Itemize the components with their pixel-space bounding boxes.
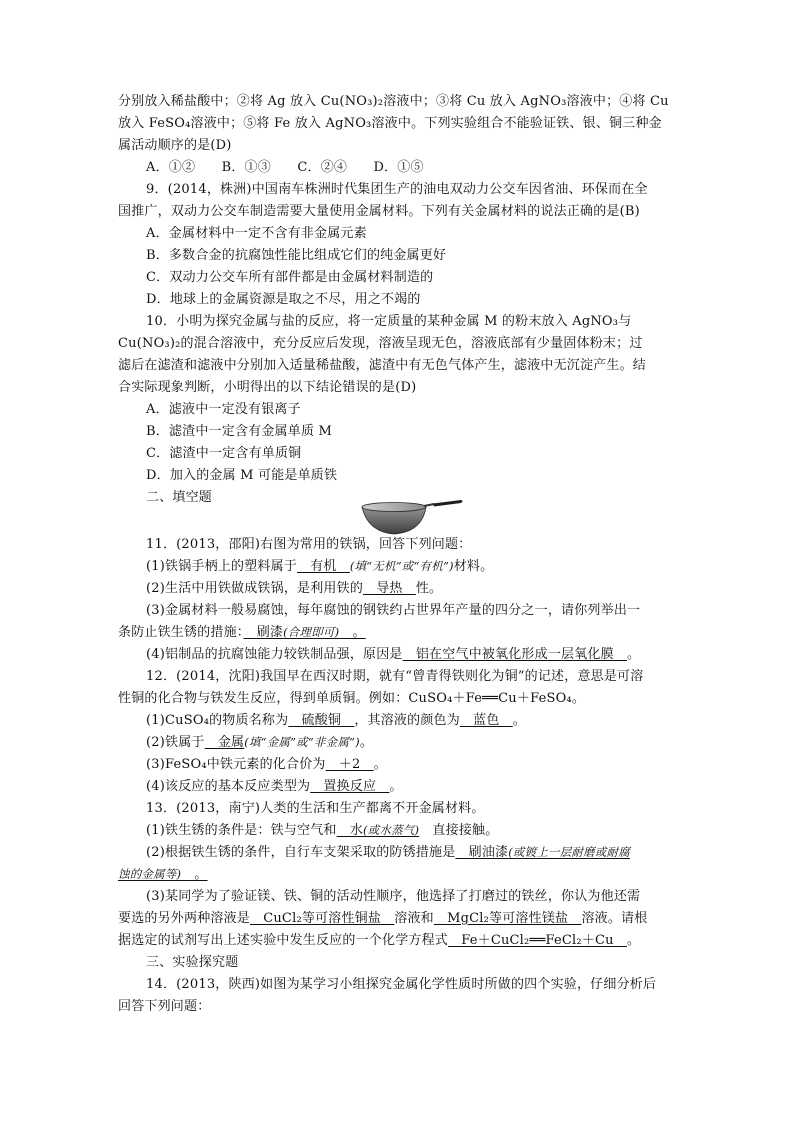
q12-p1-mid: ，其溶液的颜色为 [354,713,460,728]
q12-part-4 [146,777,403,796]
q11-p3-answer-text: 刷漆 [243,625,284,640]
q8-line-2: 放入 FeSO₄溶液中；⑤将 Fe 放入 AgNO₃溶液中。下列实验组合不能验证铁、银、铜三种金 [118,116,662,131]
q11-part-4 [146,645,640,664]
q13-p3-answer-2: MgCl₂等可溶性镁盐 [433,911,582,926]
q10-option-a: A．滤液中一定没有银离子 [146,402,301,417]
q13-p3-end: 。 [626,933,641,948]
q13-p3-answer-1: CuCl₂等可溶性铜盐 [250,911,395,926]
q12-p3-end: 。 [373,757,387,772]
q11-p2-text: (2)生活中用铁做成铁锅，是利用铁的 [146,581,364,596]
q13-p3-mid: 溶液和 [394,911,434,926]
q12-part-3 [146,755,387,774]
q13-p1-answer-text: 水 [336,823,364,838]
q12-p1-end: 。 [512,713,526,728]
frying-pan-illustration [360,498,464,538]
q11-p2-answer: 导热 [363,581,416,596]
q11-p4-end: 。 [627,647,641,662]
q12-p3-answer: ＋2 [325,757,374,772]
q13-p2-text: (2)根据铁生锈的条件，自行车支架采取的防锈措施是 [146,845,456,860]
q10-option-c: C．滤渣中一定含有单质铜 [146,446,302,461]
q13-part-2-line-2 [118,865,208,884]
q11-p4-answer: 铝在空气中被氧化形成一层氧化膜 [402,647,628,662]
q11-p1-end: 材料。 [453,559,494,574]
q9-option-c: C．双动力公交车所有部件都是由金属材料制造的 [146,270,434,285]
q12-p2-text: (2)铁属于 [146,735,205,750]
q12-p1-answer-1: 硫酸铜 [288,713,355,728]
q8-options: A．①② B．①③ C．②④ D．①⑤ [146,160,424,175]
q13-part-2-line-1 [146,843,630,862]
q10-stem-3: 滤后在滤渣和滤液中分别加入适量稀盐酸，滤渣中有无色气体产生，滤液中无沉淀产生。结 [118,358,647,373]
section-experiment-heading: 三、实验探究题 [146,955,239,970]
q12-p3-text: (3)FeSO₄中铁元素的化合价为 [146,757,326,772]
q11-stem: 11．(2013，邵阳)右图为常用的铁锅，回答下列问题： [146,537,472,552]
q11-p3-answer [244,625,366,640]
q10-stem-1: 10．小明为探究金属与盐的反应，将一定质量的某种金属 M 的粉末放入 AgNO₃与 [146,314,632,329]
q14-stem-2: 回答下列问题： [118,999,211,1014]
q12-part-2 [146,733,373,752]
q13-part-3-line-1: (3)某同学为了验证镁、铁、铜的活动性顺序，他选择了打磨过的铁丝，你认为他还需 [146,889,641,904]
q10-option-b: B．滤渣中一定含有金属单质 M [146,424,332,439]
q13-p2-hint: (或镀上一层耐磨或耐腐 [508,845,630,859]
q11-p3-text: 条防止铁生锈的措施： [118,625,244,640]
q12-p4-end: 。 [389,779,403,794]
q13-p2-hint-cont: 蚀的金属等) [118,867,182,881]
q13-stem: 13．(2013，南宁)人类的生活和生产都离不开金属材料。 [146,801,485,816]
section-fill-in-heading: 二、填空题 [146,490,213,505]
q10-stem-2: Cu(NO₃)₂的混合溶液中，充分反应后发现，溶液呈现无色，溶液底部有少量固体粉末；过 [118,336,643,351]
q11-part-2 [146,579,442,598]
q12-part-1 [146,711,526,730]
q9-option-b: B．多数合金的抗腐蚀性能比组成它们的纯金属更好 [146,248,447,263]
q11-p1-text: (1)铁锅手柄上的塑料属于 [146,559,298,574]
q13-p2-answer-text: 刷油漆 [455,845,509,860]
q11-p3-hint: (合理即可) [283,625,340,639]
q9-option-d: D．地球上的金属资源是取之不尽，用之不竭的 [146,292,421,307]
q11-part-3-line-1: (3)金属材料一般易腐蚀，每年腐蚀的钢铁约占世界年产量的四分之一，请你列举出一 [146,603,641,618]
q9-stem-2: 国推广，双动力公交车制造需要大量使用金属材料。下列有关金属材料的说法正确的是(B) [118,204,640,219]
q12-p2-hint: (填“金属”或“非金属”) [244,735,360,749]
q11-part-3-line-2 [118,623,366,642]
q10-option-d: D．加入的金属 M 可能是单质铁 [146,468,338,483]
q13-p1-hint: (或水蒸气) [363,823,420,837]
q14-stem-1: 14．(2013，陕西)如图为某学习小组探究金属化学性质时所做的四个实验，仔细分析后 [146,977,657,992]
q12-stem-2: 性铜的化合物与铁发生反应，得到单质铜。例如：CuSO₄＋Fe══Cu＋FeSO₄。 [118,691,586,706]
q12-stem-1: 12．(2014，沈阳)我国早在西汉时期，就有“曾青得铁则化为铜”的记述，意思是可溶 [146,669,644,684]
q12-p1-answer-2: 蓝色 [459,713,513,728]
q13-p3-tail: 溶液。请根 [581,911,648,926]
q13-p1-text: (1)铁生锈的条件是：铁与空气和 [146,823,337,838]
q11-p1-hint: (填“无机”或“有机”) [349,559,454,573]
q12-p2-answer: 金属 [204,735,245,750]
q11-part-1 [146,557,493,576]
q11-p2-end: 性。 [415,581,443,596]
q13-p2-answer [455,845,630,860]
q11-p4-text: (4)铝制品的抗腐蚀能力较铁制品强，原因是 [146,647,403,662]
q13-p2-answer-end: 。 [181,867,208,882]
q9-stem-1: 9．(2014，株洲)中国南车株洲时代集团生产的油电双动力公交车因省油、环保而在全 [146,182,648,197]
q13-part-1 [146,821,498,840]
q13-part-3-line-2 [118,909,647,928]
q12-p4-text: (4)该反应的基本反应类型为 [146,779,311,794]
q13-p3-text: 要选的另外两种溶液是 [118,911,251,926]
q13-p3-eq-text: 据选定的试剂写出上述实验中发生反应的一个化学方程式 [118,933,449,948]
q12-p1-text: (1)CuSO₄的物质名称为 [146,713,289,728]
q12-p2-end: 。 [359,735,374,750]
q9-option-a: A．金属材料中一定不含有非金属元素 [146,226,367,241]
q8-line-3: 属活动顺序的是(D) [118,138,232,153]
q11-p1-answer: 有机 [297,559,350,574]
q13-p1-answer [337,823,420,838]
q13-part-3-line-3 [118,931,640,950]
q13-p3-answer-3: Fe＋CuCl₂══FeCl₂＋Cu [448,933,627,948]
q13-p1-end: 直接接触。 [419,823,499,838]
q10-stem-4: 合实际现象判断，小明得出的以下结论错误的是(D) [118,380,417,395]
q8-line-1: 分别放入稀盐酸中；②将 Ag 放入 Cu(NO₃)₂溶液中；③将 Cu 放入 AgNO₃溶液中；④将 Cu [118,94,669,109]
q12-p4-answer: 置换反应 [310,779,390,794]
q11-p3-answer-end: 。 [339,625,366,640]
